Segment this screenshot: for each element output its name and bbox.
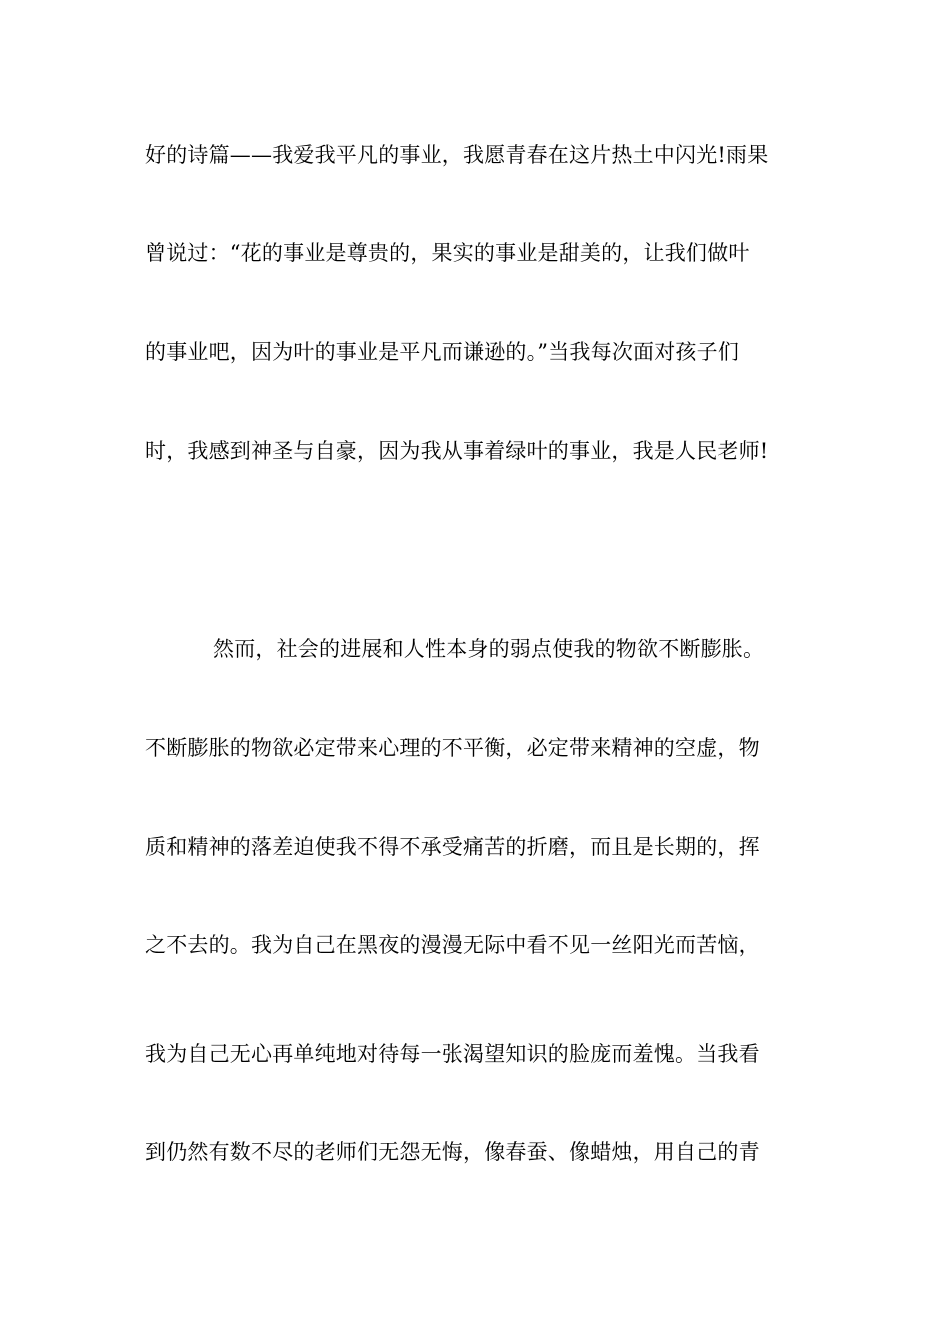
text-line: 不断膨胀的物欲必定带来心理的不平衡，必定带来精神的空虚，物 [145,736,760,760]
paragraph-first-line: 然而，社会的进展和人性本身的弱点使我的物欲不断膨胀。 [213,637,765,661]
text-line: 之不去的。我为自己在黑夜的漫漫无际中看不见一丝阳光而苦恼， [145,933,760,957]
text-line: 的事业吧，因为叶的事业是平凡而谦逊的。”当我每次面对孩子们 [145,340,740,364]
text-line: 质和精神的落差迫使我不得不承受痛苦的折磨，而且是长期的，挥 [145,835,760,859]
text-line: 到仍然有数不尽的老师们无怨无悔，像春蚕、像蜡烛，用自己的青 [145,1140,760,1164]
text-line: 我为自己无心再单纯地对待每一张渴望知识的脸庞而羞愧。当我看 [145,1042,760,1066]
text-line: 时，我感到神圣与自豪，因为我从事着绿叶的事业，我是人民老师! [145,439,769,463]
text-line: 好的诗篇——我爱我平凡的事业，我愿青春在这片热土中闪光!雨果 [145,143,769,167]
text-line: 曾说过：“花的事业是尊贵的，果实的事业是甜美的，让我们做叶 [145,241,750,265]
